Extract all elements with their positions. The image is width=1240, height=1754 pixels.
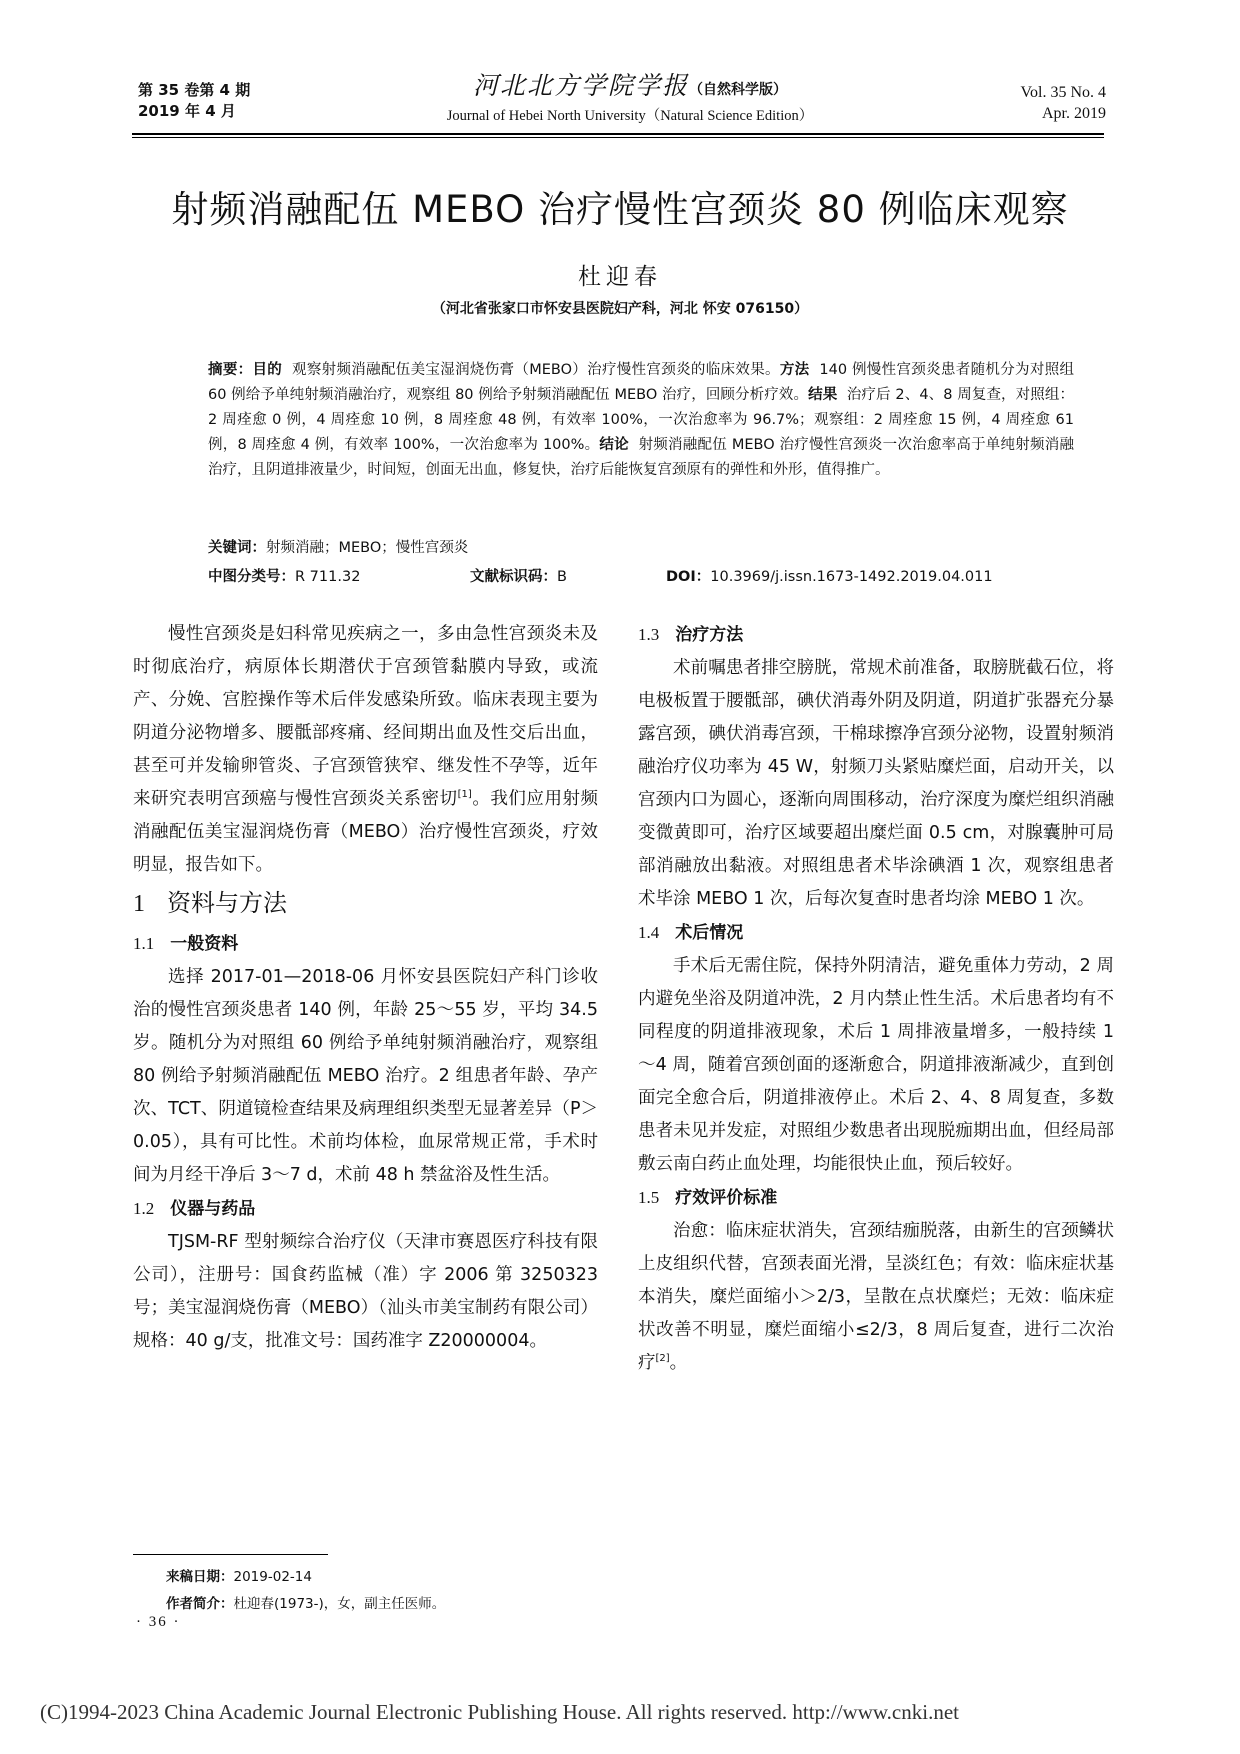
doc-code-label: 文献标识码：	[470, 569, 557, 585]
volume-issue-en: Vol. 35 No. 4	[1020, 84, 1106, 101]
section-1-4-paragraph: 手术后无需住院，保持外阴清洁，避免重体力劳动，2 周内避免坐浴及阴道冲洗，2 月内禁止性生活。术后患者均有不同程度的阴道排液现象，术后 1 周排液量增多，一般持续 1～4 周，随着宫颈创面的逐渐愈合，阴道排液渐减少，直到创面完全愈合后，阴道排液停止。术后 2、4、8 周复查，多数患者未见并发症，对照组少数患者出现脱痂期出血，但经局部敷云南白药止血处理，均能很快止血，预后较好。	[638, 956, 1114, 1174]
conclusion-label: 结论	[599, 437, 629, 453]
journal-masthead	[380, 70, 880, 126]
header-rule-thick	[132, 133, 1104, 135]
doi-line	[666, 565, 993, 586]
section-1-number: 1	[133, 891, 145, 917]
doc-code-value: B	[557, 569, 567, 585]
section-1-1-number: 1.1	[133, 934, 155, 953]
section-1-5-text: 治愈：临床症状消失，宫颈结痂脱落，由新生的宫颈鳞状上皮组织代替，宫颈表面光滑，呈淡红色；有效：临床症状基本消失，糜烂面缩小＞2/3，呈散在点状糜烂；无效：临床症状改善不明显，糜烂面缩小≤2/3，8 周后复查，进行二次治疗	[638, 1221, 1114, 1373]
journal-name-en: Journal of Hebei North University（Natural Science Edition）	[446, 108, 814, 124]
section-1-4-number: 1.4	[638, 923, 660, 942]
objective-label: 目的	[252, 362, 283, 378]
received-value: 2019-02-14	[233, 1569, 312, 1585]
section-1-5-title: 疗效评价标准	[675, 1188, 778, 1208]
results-text: 治疗后 2、4、8 周复查，对照组：2 周痊愈 0 例，4 周痊愈 10 例，8 周痊愈 48 例，有效率 100%，一次治愈率为 96.7%；观察组：2 周痊愈 15 例，4 周痊愈 61 例，8 周痊愈 4 例，有效率 100%，一次治愈率为 100%。	[208, 387, 1075, 453]
section-1-3-title: 治疗方法	[675, 625, 744, 645]
header-volume-en	[1021, 82, 1107, 124]
section-1-5-paragraph	[638, 1215, 1114, 1380]
methods-text: 140 例慢性宫颈炎患者随机分为对照组 60 例给予单纯射频消融治疗，观察组 80 例给予射频消融配伍 MEBO 治疗，回顾分析疗效。	[208, 362, 1075, 403]
received-date-line	[166, 1564, 445, 1591]
header-rule-thin	[132, 137, 1104, 138]
date-cn: 2019 年 4 月	[138, 102, 236, 120]
section-1-title: 资料与方法	[167, 889, 287, 917]
footnote	[166, 1564, 445, 1618]
section-1-1-heading	[133, 927, 598, 961]
volume-issue-cn: 第 35 卷第 4 期	[138, 81, 251, 99]
section-1-2-title: 仪器与药品	[170, 1199, 256, 1219]
copyright-notice: (C)1994-2023 China Academic Journal Electronic Publishing House. All rights reserved. http://www.cnki.net	[40, 1700, 959, 1724]
received-label: 来稿日期：	[166, 1569, 234, 1585]
author-bio-value: 杜迎春(1973-)，女，副主任医师。	[233, 1596, 446, 1612]
journal-name-cn-text: 河北北方学院学报	[472, 71, 689, 100]
section-1-2-number: 1.2	[133, 1199, 155, 1218]
section-1-1-title: 一般资料	[170, 934, 239, 954]
section-1-5-tail: 。	[669, 1353, 688, 1373]
clc-value: R 711.32	[295, 569, 361, 585]
article-author: 杜迎春	[578, 264, 662, 290]
section-1-4-title: 术后情况	[675, 923, 744, 943]
doi-label: DOI：	[666, 569, 711, 585]
keywords-label: 关键词：	[208, 540, 266, 556]
body-column-right	[638, 618, 1114, 1380]
author-bio-line	[166, 1591, 445, 1618]
results-label: 结果	[808, 387, 838, 403]
section-1-3-heading	[638, 618, 1114, 652]
section-1-4-heading	[638, 916, 1114, 950]
section-1-2-paragraph: TJSM-RF 型射频综合治疗仪（天津市赛恩医疗科技有限公司），注册号：国食药监械（准）字 2006 第 3250323 号；美宝湿润烧伤膏（MEBO）（汕头市美宝制药有限公司）规格：40 g/支，批准文号：国药准字 Z20000004。	[133, 1232, 598, 1351]
section-1-5-heading	[638, 1181, 1114, 1215]
intro-text: 慢性宫颈炎是妇科常见疾病之一，多由急性宫颈炎未及时彻底治疗，病原体长期潜伏于宫颈管黏膜内导致，或流产、分娩、宫腔操作等术后伴发感染所致。临床表现主要为阴道分泌物增多、腰骶部疼痛、经间期出血及性交后出血，甚至可并发输卵管炎、子宫颈管狭窄、继发性不孕等，近年来研究表明宫颈癌与慢性宫颈炎关系密切	[133, 624, 598, 809]
abstract	[208, 358, 1074, 483]
methods-label: 方法	[779, 362, 810, 378]
doi-value: 10.3969/j.issn.1673-1492.2019.04.011	[710, 569, 993, 585]
section-1-2-heading	[133, 1192, 598, 1226]
keywords-text: 射频消融；MEBO；慢性宫颈炎	[266, 540, 469, 556]
footnote-rule	[133, 1554, 328, 1555]
section-1-3-paragraph: 术前嘱患者排空膀胱，常规术前准备，取膀胱截石位，将电极板置于腰骶部，碘伏消毒外阴及阴道，阴道扩张器充分暴露宫颈，碘伏消毒宫颈，干棉球擦净宫颈分泌物，设置射频消融治疗仪功率为 45 W，射频刀头紧贴糜烂面，启动开关，以宫颈内口为圆心，逐渐向周围移动，治疗深度为糜烂组织消融变微黄即可，治疗区域要超出糜烂面 0.5 cm，对腺囊肿可局部消融放出黏液。对照组患者术毕涂碘酒 1 次，观察组患者术毕涂 MEBO 1 次，后每次复查时患者均涂 MEBO 1 次。	[638, 658, 1114, 909]
clc-label: 中图分类号：	[208, 569, 295, 585]
ref-2: [2]	[655, 1353, 670, 1365]
page-number: · 36 ·	[136, 1614, 181, 1630]
conclusion-text: 射频消融配伍 MEBO 治疗慢性宫颈炎一次治愈率高于单纯射频消融治疗，且阴道排液量少，时间短，创面无出血，修复快，治疗后能恢复宫颈原有的弹性和外形，值得推广。	[208, 437, 1075, 478]
header-volume-cn	[138, 80, 250, 122]
intro-paragraph	[133, 618, 598, 882]
journal-edition-cn: （自然科学版）	[689, 82, 787, 98]
abstract-label: 摘要：	[208, 362, 253, 378]
article-affiliation: （河北省张家口市怀安县医院妇产科，河北 怀安 076150）	[431, 301, 809, 317]
doc-code-line	[470, 565, 567, 586]
section-1-heading	[133, 886, 598, 921]
article-title: 射频消融配伍 MEBO 治疗慢性宫颈炎 80 例临床观察	[171, 188, 1069, 231]
clc-line	[208, 565, 360, 586]
objective-text: 观察射频消融配伍美宝湿润烧伤膏（MEBO）治疗慢性宫颈炎的临床效果。	[292, 362, 780, 378]
section-1-5-number: 1.5	[638, 1188, 660, 1207]
author-bio-label: 作者简介：	[166, 1596, 234, 1612]
section-1-1-paragraph: 选择 2017-01—2018-06 月怀安县医院妇产科门诊收治的慢性宫颈炎患者 140 例，年龄 25～55 岁，平均 34.5 岁。随机分为对照组 60 例给予单纯射频消融治疗，观察组 80 例给予射频消融配伍 MEBO 治疗。2 组患者年龄、孕产次、TCT、阴道镜检查结果及病理组织类型无显著差异（P＞0.05），具有可比性。术前均体检，血尿常规正常，手术时间为月经干净后 3～7 d，术前 48 h 禁盆浴及性生活。	[133, 967, 598, 1185]
ref-1: [1]	[457, 789, 472, 801]
journal-name-cn	[380, 70, 880, 106]
date-en: Apr. 2019	[1042, 105, 1106, 122]
body-column-left	[133, 618, 598, 1358]
keywords	[208, 536, 468, 557]
intro-tail: 。我们应用射频消融配伍美宝湿润烧伤膏（MEBO）治疗慢性宫颈炎，疗效明显，报告如下。	[133, 789, 599, 875]
section-1-3-number: 1.3	[638, 625, 660, 644]
